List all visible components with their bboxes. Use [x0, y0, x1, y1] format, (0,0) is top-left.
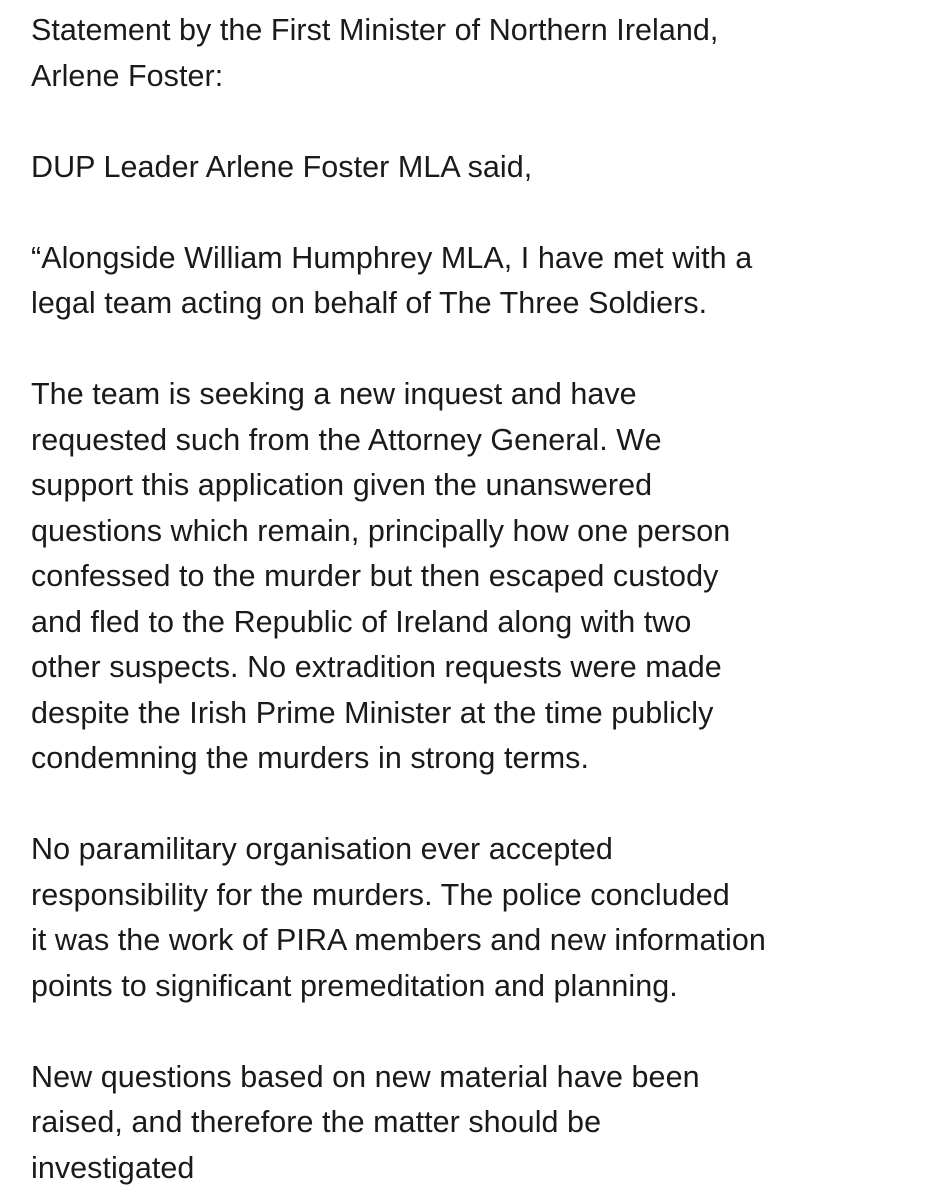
paragraph-attribution [31, 145, 920, 191]
text-line: confessed to the murder but then escaped custody [31, 559, 719, 593]
text-line: it was the work of PIRA members and new information [31, 923, 766, 957]
text-line: and fled to the Republic of Ireland along with two [31, 604, 692, 639]
text-line: Arlene Foster: [31, 58, 224, 93]
text-line: questions which remain, principally how one person [31, 513, 731, 548]
text-line: condemning the murders in strong terms. [31, 741, 589, 775]
paragraph-responsibility [31, 827, 920, 1009]
text-line: responsibility for the murders. The police concluded [31, 877, 730, 912]
text-line: DUP Leader Arlene Foster MLA said, [31, 149, 533, 184]
text-line: investigated [31, 1150, 195, 1185]
text-line: No paramilitary organisation ever accepted [31, 832, 613, 866]
text-line: despite the Irish Prime Minister at the time publicly [31, 695, 714, 730]
text-line: “Alongside William Humphrey MLA, I have met with a [31, 240, 753, 275]
text-line: points to significant premeditation and planning. [31, 968, 678, 1003]
paragraph-inquest [31, 372, 920, 782]
text-line: support this application given the unanswered [31, 468, 653, 502]
text-line: Statement by the First Minister of Northern Ireland, [31, 13, 719, 47]
text-line: requested such from the Attorney General. We [31, 422, 662, 457]
text-line: New questions based on new material have been [31, 1059, 700, 1094]
text-line: The team is seeking a new inquest and have [31, 377, 637, 411]
text-line: other suspects. No extradition requests were made [31, 650, 722, 684]
paragraph-new-questions [31, 1055, 920, 1192]
paragraph-title [31, 8, 920, 99]
paragraph-quote-opening [31, 236, 920, 327]
text-line: raised, and therefore the matter should be [31, 1105, 602, 1139]
text-line: legal team acting on behalf of The Three Soldiers. [31, 286, 708, 320]
